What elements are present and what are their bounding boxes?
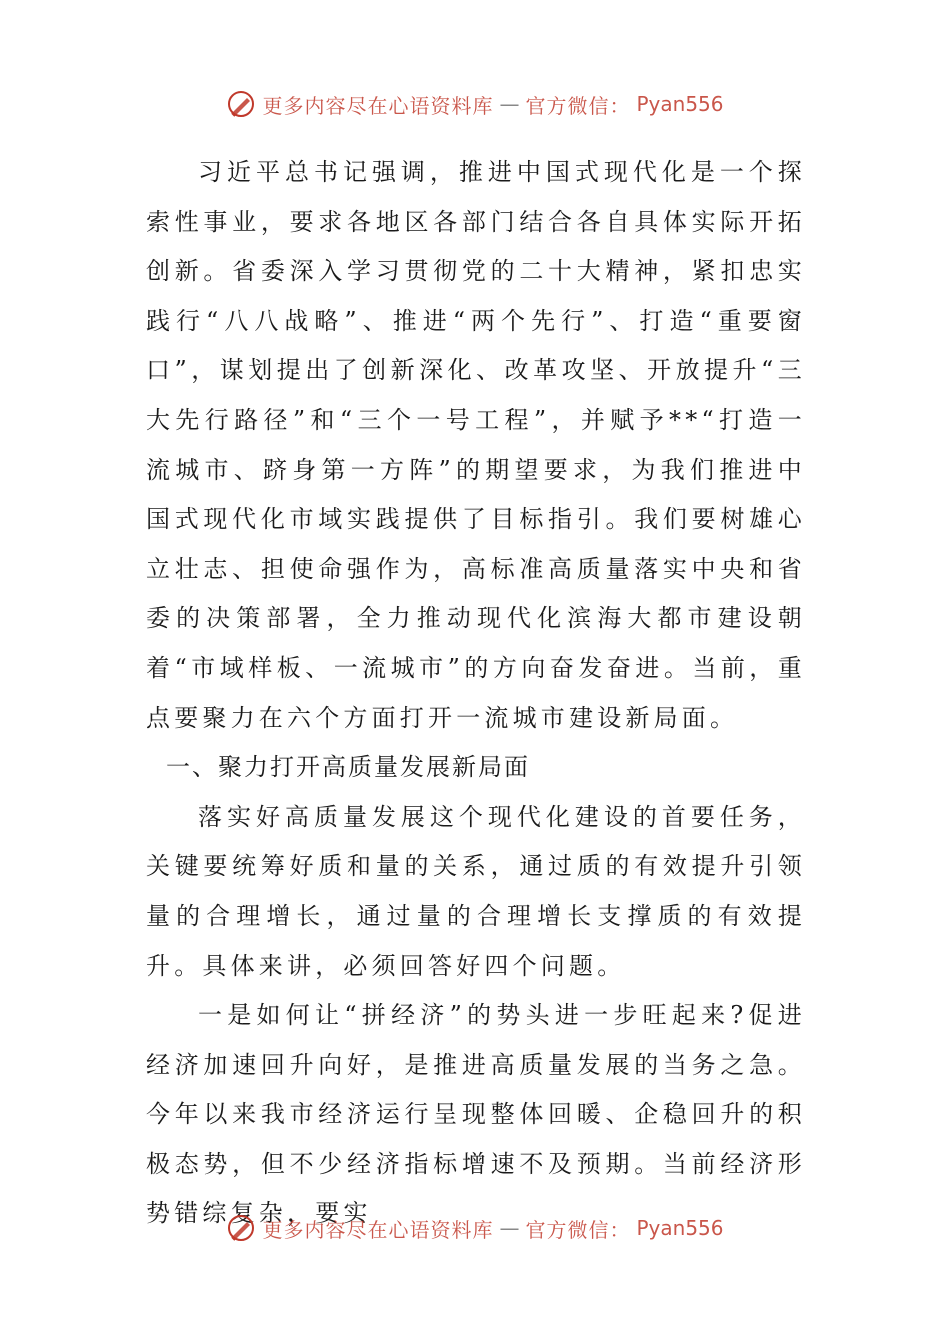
document-body [146, 148, 806, 1239]
section-paragraph: 一是如何让“拼经济”的势头进一步旺起来?促进经济加速回升向好，是推进高质量发展的当务之急。今年以来我市经济运行呈现整体回暖、企稳回升的积极态势，但不少经济指标增速不及预期。当前经济形势错综复杂，要实 [146, 1001, 806, 1228]
section-heading: 一、聚力打开高质量发展新局面 [166, 753, 530, 782]
watermark-separator: — [499, 92, 520, 116]
watermark-handle: Pyan556 [636, 92, 724, 116]
pen-logo-icon [226, 1213, 256, 1243]
watermark-separator: — [499, 1216, 520, 1240]
pen-logo-icon [226, 89, 256, 119]
watermark-banner-bottom [0, 1208, 950, 1248]
section-paragraph: 落实好高质量发展这个现代化建设的首要任务，关键要统筹好质和量的关系，通过质的有效提升引领量的合理增长，通过量的合理增长支撑质的有效提升。具体来讲，必须回答好四个问题。 [146, 802, 806, 980]
watermark-contact: 官方微信： [525, 93, 631, 118]
watermark-contact: 官方微信： [525, 1217, 631, 1242]
intro-paragraph: 习近平总书记强调，推进中国式现代化是一个探索性事业，要求各地区各部门结合各自具体实际开拓创新。省委深入学习贯彻党的二十大精神，紧扣忠实践行“八八战略”、推进“两个先行”、打造“重要窗口”，谋划提出了创新深化、改革攻坚、开放提升“三大先行路径”和“三个一号工程”，并赋予**“打造一流城市、跻身第一方阵”的期望要求，为我们推进中国式现代化市域实践提供了目标指引。我们要树雄心立壮志、担使命强作为，高标准高质量落实中央和省委的决策部署，全力推动现代化滨海大都市建设朝着“市域样板、一流城市”的方向奋发奋进。当前，重点要聚力在六个方面打开一流城市建设新局面。 [146, 158, 806, 732]
watermark-banner-top [0, 84, 950, 124]
watermark-handle: Pyan556 [636, 1216, 724, 1240]
watermark-text: 更多内容尽在心语资料库 [262, 93, 494, 118]
watermark-group [226, 89, 723, 119]
watermark-group [226, 1213, 723, 1243]
watermark-text: 更多内容尽在心语资料库 [262, 1217, 494, 1242]
